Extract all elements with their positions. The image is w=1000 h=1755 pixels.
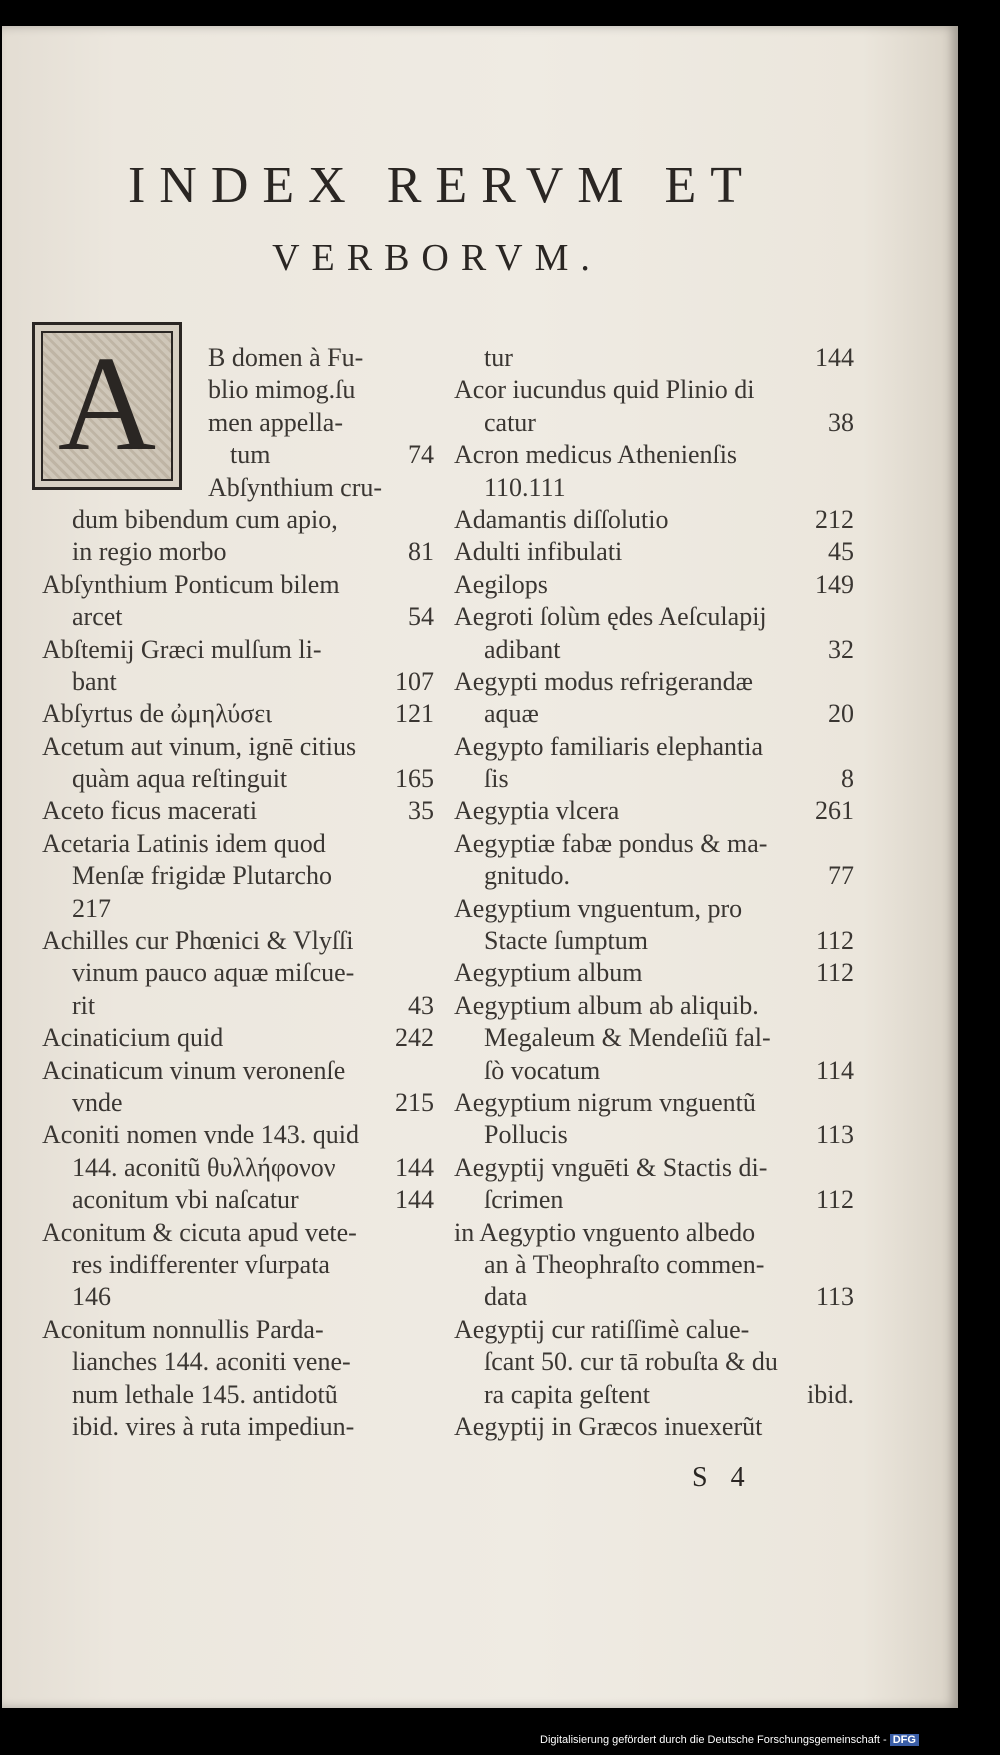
entry-text: dum bibendum cum apio, bbox=[72, 504, 338, 534]
initial-letter: A bbox=[57, 329, 157, 479]
index-entry-line bbox=[42, 990, 434, 1022]
entry-page-number: 149 bbox=[815, 569, 854, 599]
index-entry-line bbox=[42, 569, 434, 601]
entry-text: Pollucis bbox=[484, 1120, 568, 1150]
index-entry-line bbox=[454, 1152, 854, 1184]
entry-page-number: ibid. bbox=[807, 1379, 854, 1409]
entry-text: Aegroti ſolùm ędes Aeſculapij bbox=[454, 602, 767, 632]
entry-text: catur bbox=[484, 407, 536, 437]
entry-text: 110.111 bbox=[484, 472, 566, 502]
entry-page-number: 121 bbox=[395, 699, 434, 729]
index-entry-line bbox=[454, 634, 854, 666]
index-entry-line bbox=[454, 1249, 854, 1281]
entry-text: B domen à Fu- bbox=[208, 343, 364, 372]
entry-text: Aegypto familiaris elephantia bbox=[454, 731, 764, 761]
entry-text: Abſtemij Græci mulſum li- bbox=[42, 634, 322, 664]
dfg-logo: DFG bbox=[890, 1734, 919, 1746]
index-subtitle: VERBORVM. bbox=[272, 237, 602, 279]
entry-page-number: 212 bbox=[815, 504, 854, 534]
entry-text: aquæ bbox=[484, 699, 539, 729]
index-entry-line bbox=[42, 828, 434, 860]
entry-text: Acinaticium quid bbox=[42, 1023, 224, 1053]
entry-text: Aegyptium nigrum vnguentũ bbox=[454, 1087, 756, 1117]
entry-page-number: 144 bbox=[815, 343, 854, 372]
entry-page-number: 38 bbox=[828, 407, 854, 437]
entry-page-number: 261 bbox=[815, 796, 854, 826]
entry-text: gnitudo. bbox=[484, 861, 570, 891]
index-entry-line bbox=[42, 1314, 434, 1346]
entry-text: Aegyptij vnguēti & Stactis di- bbox=[454, 1152, 768, 1182]
entry-page-number: 215 bbox=[395, 1087, 434, 1117]
index-entry-line bbox=[42, 1346, 434, 1378]
entry-text: ſò vocatum bbox=[484, 1055, 601, 1085]
entry-text: Adulti infibulati bbox=[454, 537, 623, 567]
entry-text: Abſynthium Ponticum bilem bbox=[42, 569, 340, 599]
index-entry-line bbox=[454, 860, 854, 892]
entry-text: Aegyptium album bbox=[454, 958, 643, 988]
entry-page-number: 114 bbox=[815, 1055, 854, 1085]
entry-text: Adamantis diſſolutio bbox=[454, 504, 669, 534]
entry-text: ra capita geſtent bbox=[484, 1379, 651, 1409]
index-entry-line bbox=[42, 893, 434, 925]
entry-page-number: 45 bbox=[828, 537, 854, 567]
entry-text: bant bbox=[72, 666, 117, 696]
entry-text: 217 bbox=[72, 893, 111, 923]
index-entry-line bbox=[454, 1217, 854, 1249]
entry-text: Stacte ſumptum bbox=[484, 926, 648, 956]
entry-page-number: 112 bbox=[815, 926, 854, 956]
index-entry-line bbox=[42, 504, 434, 536]
index-entry-line bbox=[454, 342, 854, 374]
entry-text: tur bbox=[484, 343, 513, 372]
entry-text: quàm aqua reſtinguit bbox=[72, 764, 288, 794]
index-entry-line bbox=[42, 1119, 434, 1151]
entry-text: Acetum aut vinum, ignē citius bbox=[42, 731, 357, 761]
entry-text: Aegyptium album ab aliquib. bbox=[454, 990, 759, 1020]
entry-text: Aegyptium vnguentum, pro bbox=[454, 893, 743, 923]
entry-text: Abſynthium cru- bbox=[208, 472, 383, 502]
index-entry-line bbox=[42, 439, 434, 471]
entry-page-number: 74 bbox=[408, 440, 434, 470]
entry-text: Abſyrtus de ὠμηλύσει bbox=[42, 699, 273, 729]
entry-text: Aegyptij cur ratiſſimè calue- bbox=[454, 1314, 750, 1344]
index-entry-line bbox=[42, 1022, 434, 1054]
entry-text: an à Theophraſto commen- bbox=[484, 1249, 765, 1279]
index-entry-line bbox=[42, 1379, 434, 1411]
index-entry-line bbox=[42, 1249, 434, 1281]
entry-text: Acor iucundus quid Plinio di bbox=[454, 375, 755, 405]
entry-text: Acinaticum vinum veronenſe bbox=[42, 1055, 346, 1085]
index-entry-line bbox=[42, 1281, 434, 1313]
index-entry-line bbox=[42, 957, 434, 989]
index-entry-line bbox=[454, 1087, 854, 1119]
index-entry-line bbox=[454, 990, 854, 1022]
entry-text: adibant bbox=[484, 634, 561, 664]
index-entry-line bbox=[454, 1314, 854, 1346]
index-entry-line bbox=[454, 828, 854, 860]
entry-text: Aegilops bbox=[454, 569, 548, 599]
index-entry-line bbox=[42, 1411, 434, 1443]
entry-page-number: 77 bbox=[828, 861, 854, 891]
index-entry-line bbox=[454, 601, 854, 633]
entry-text: Aconitum & cicuta apud vete- bbox=[42, 1217, 357, 1247]
index-entry-line bbox=[42, 374, 434, 406]
entry-page-number: 35 bbox=[408, 796, 434, 826]
index-title: INDEX RERVM ET bbox=[127, 157, 757, 214]
index-entry-line bbox=[42, 666, 434, 698]
entry-page-number: 32 bbox=[828, 634, 854, 664]
entry-text: Acetaria Latinis idem quod bbox=[42, 828, 326, 858]
entry-text: ſcrimen bbox=[484, 1185, 564, 1215]
index-entry-line bbox=[42, 795, 434, 827]
entry-text: Aceto ficus macerati bbox=[42, 796, 258, 826]
index-entry-line bbox=[42, 634, 434, 666]
left-column bbox=[42, 342, 434, 1443]
index-entry-line bbox=[454, 893, 854, 925]
index-entry-line bbox=[42, 407, 434, 439]
index-entry-line bbox=[42, 1087, 434, 1119]
index-entry-line bbox=[454, 472, 854, 504]
entry-text: rit bbox=[72, 990, 96, 1020]
index-entry-line bbox=[454, 925, 854, 957]
entry-text: vinum pauco aquæ miſcue- bbox=[72, 958, 355, 988]
entry-page-number: 81 bbox=[408, 537, 434, 567]
entry-text: Aconitum nonnullis Parda- bbox=[42, 1314, 324, 1344]
index-entry-line bbox=[454, 1184, 854, 1216]
index-entry-line bbox=[454, 569, 854, 601]
entry-text: ibid. vires à ruta impediun- bbox=[72, 1411, 355, 1441]
entry-text: Menſæ frigidæ Plutarcho bbox=[72, 861, 332, 891]
index-entry-line bbox=[454, 763, 854, 795]
index-entry-line bbox=[454, 374, 854, 406]
index-entry-line bbox=[42, 698, 434, 730]
index-entry-line bbox=[454, 407, 854, 439]
entry-page-number: 144 bbox=[395, 1185, 434, 1215]
digitization-footer bbox=[540, 1734, 919, 1746]
entry-page-number: 242 bbox=[395, 1023, 434, 1053]
entry-text: Aegypti modus refrigerandæ bbox=[454, 666, 753, 696]
index-entry-line bbox=[454, 957, 854, 989]
book-page bbox=[2, 26, 958, 1708]
entry-text: num lethale 145. antidotũ bbox=[72, 1379, 338, 1409]
index-entry-line bbox=[42, 731, 434, 763]
index-entry-line bbox=[454, 536, 854, 568]
entry-text: ſcant 50. cur tā robuſta & du bbox=[484, 1347, 778, 1377]
entry-text: Aconiti nomen vnde 143. quid bbox=[42, 1120, 360, 1150]
entry-text: lianches 144. aconiti vene- bbox=[72, 1347, 351, 1377]
index-entry-line bbox=[454, 504, 854, 536]
index-entry-line bbox=[454, 439, 854, 471]
index-entry-line bbox=[454, 1281, 854, 1313]
index-entry-line bbox=[454, 666, 854, 698]
entry-text: aconitum vbi naſcatur bbox=[72, 1185, 299, 1215]
entry-text: 146 bbox=[72, 1282, 111, 1312]
entry-page-number: 113 bbox=[815, 1120, 854, 1150]
entry-text: ſis bbox=[484, 764, 509, 794]
entry-page-number: 113 bbox=[815, 1282, 854, 1312]
entry-text: arcet bbox=[72, 602, 123, 632]
index-entry-line bbox=[42, 763, 434, 795]
entry-text: Aegyptij in Græcos inuexerũt bbox=[454, 1411, 763, 1441]
entry-text: blio mimog.ſu bbox=[208, 375, 356, 405]
index-entry-line bbox=[454, 1411, 854, 1443]
index-entry-line bbox=[454, 1119, 854, 1151]
entry-page-number: 112 bbox=[815, 1185, 854, 1215]
entry-text: res indifferenter vſurpata bbox=[72, 1249, 330, 1279]
entry-page-number: 165 bbox=[395, 764, 434, 794]
index-entry-line bbox=[454, 1346, 854, 1378]
entry-text: vnde bbox=[72, 1087, 123, 1117]
index-entry-line bbox=[454, 731, 854, 763]
entry-text: in Aegyptio vnguento albedo bbox=[454, 1217, 756, 1247]
index-entry-line bbox=[42, 1055, 434, 1087]
entry-page-number: 54 bbox=[408, 602, 434, 632]
entry-page-number: 107 bbox=[395, 666, 434, 696]
entry-page-number: 43 bbox=[408, 990, 434, 1020]
entry-page-number: 144 bbox=[395, 1152, 434, 1182]
index-entry-line bbox=[454, 1055, 854, 1087]
index-entry-line bbox=[42, 1217, 434, 1249]
entry-text: in regio morbo bbox=[72, 537, 227, 567]
index-entry-line bbox=[454, 698, 854, 730]
index-entry-line bbox=[42, 536, 434, 568]
index-entry-line bbox=[42, 1152, 434, 1184]
index-entry-line bbox=[42, 472, 434, 504]
entry-page-number: 20 bbox=[828, 699, 854, 729]
entry-text: Megaleum & Mendeſiũ fal- bbox=[484, 1023, 771, 1053]
index-entry-line bbox=[42, 1184, 434, 1216]
entry-text: men appella- bbox=[208, 407, 343, 437]
entry-text: Achilles cur Phœnici & Vlyſſi bbox=[42, 926, 354, 956]
entry-page-number: 112 bbox=[815, 958, 854, 988]
footer-text: Digitalisierung gefördert durch die Deutsche Forschungsgemeinschaft - bbox=[540, 1734, 887, 1746]
entry-text: Acron medicus Athenienſis bbox=[454, 440, 738, 470]
index-entry-line bbox=[42, 342, 434, 374]
index-entry-line bbox=[454, 795, 854, 827]
signature-mark: S 4 bbox=[692, 1462, 753, 1493]
entry-text: tum bbox=[230, 440, 271, 470]
entry-text: Aegyptia vlcera bbox=[454, 796, 620, 826]
index-entry-line bbox=[42, 601, 434, 633]
right-column bbox=[454, 342, 854, 1443]
entry-text: data bbox=[484, 1282, 528, 1312]
index-entry-line bbox=[454, 1022, 854, 1054]
entry-text: 144. aconitũ θυλλήφονον bbox=[72, 1152, 336, 1182]
entry-text: Aegyptiæ fabæ pondus & ma- bbox=[454, 828, 768, 858]
index-entry-line bbox=[42, 925, 434, 957]
entry-page-number: 8 bbox=[841, 764, 854, 794]
index-entry-line bbox=[42, 860, 434, 892]
index-entry-line bbox=[454, 1379, 854, 1411]
